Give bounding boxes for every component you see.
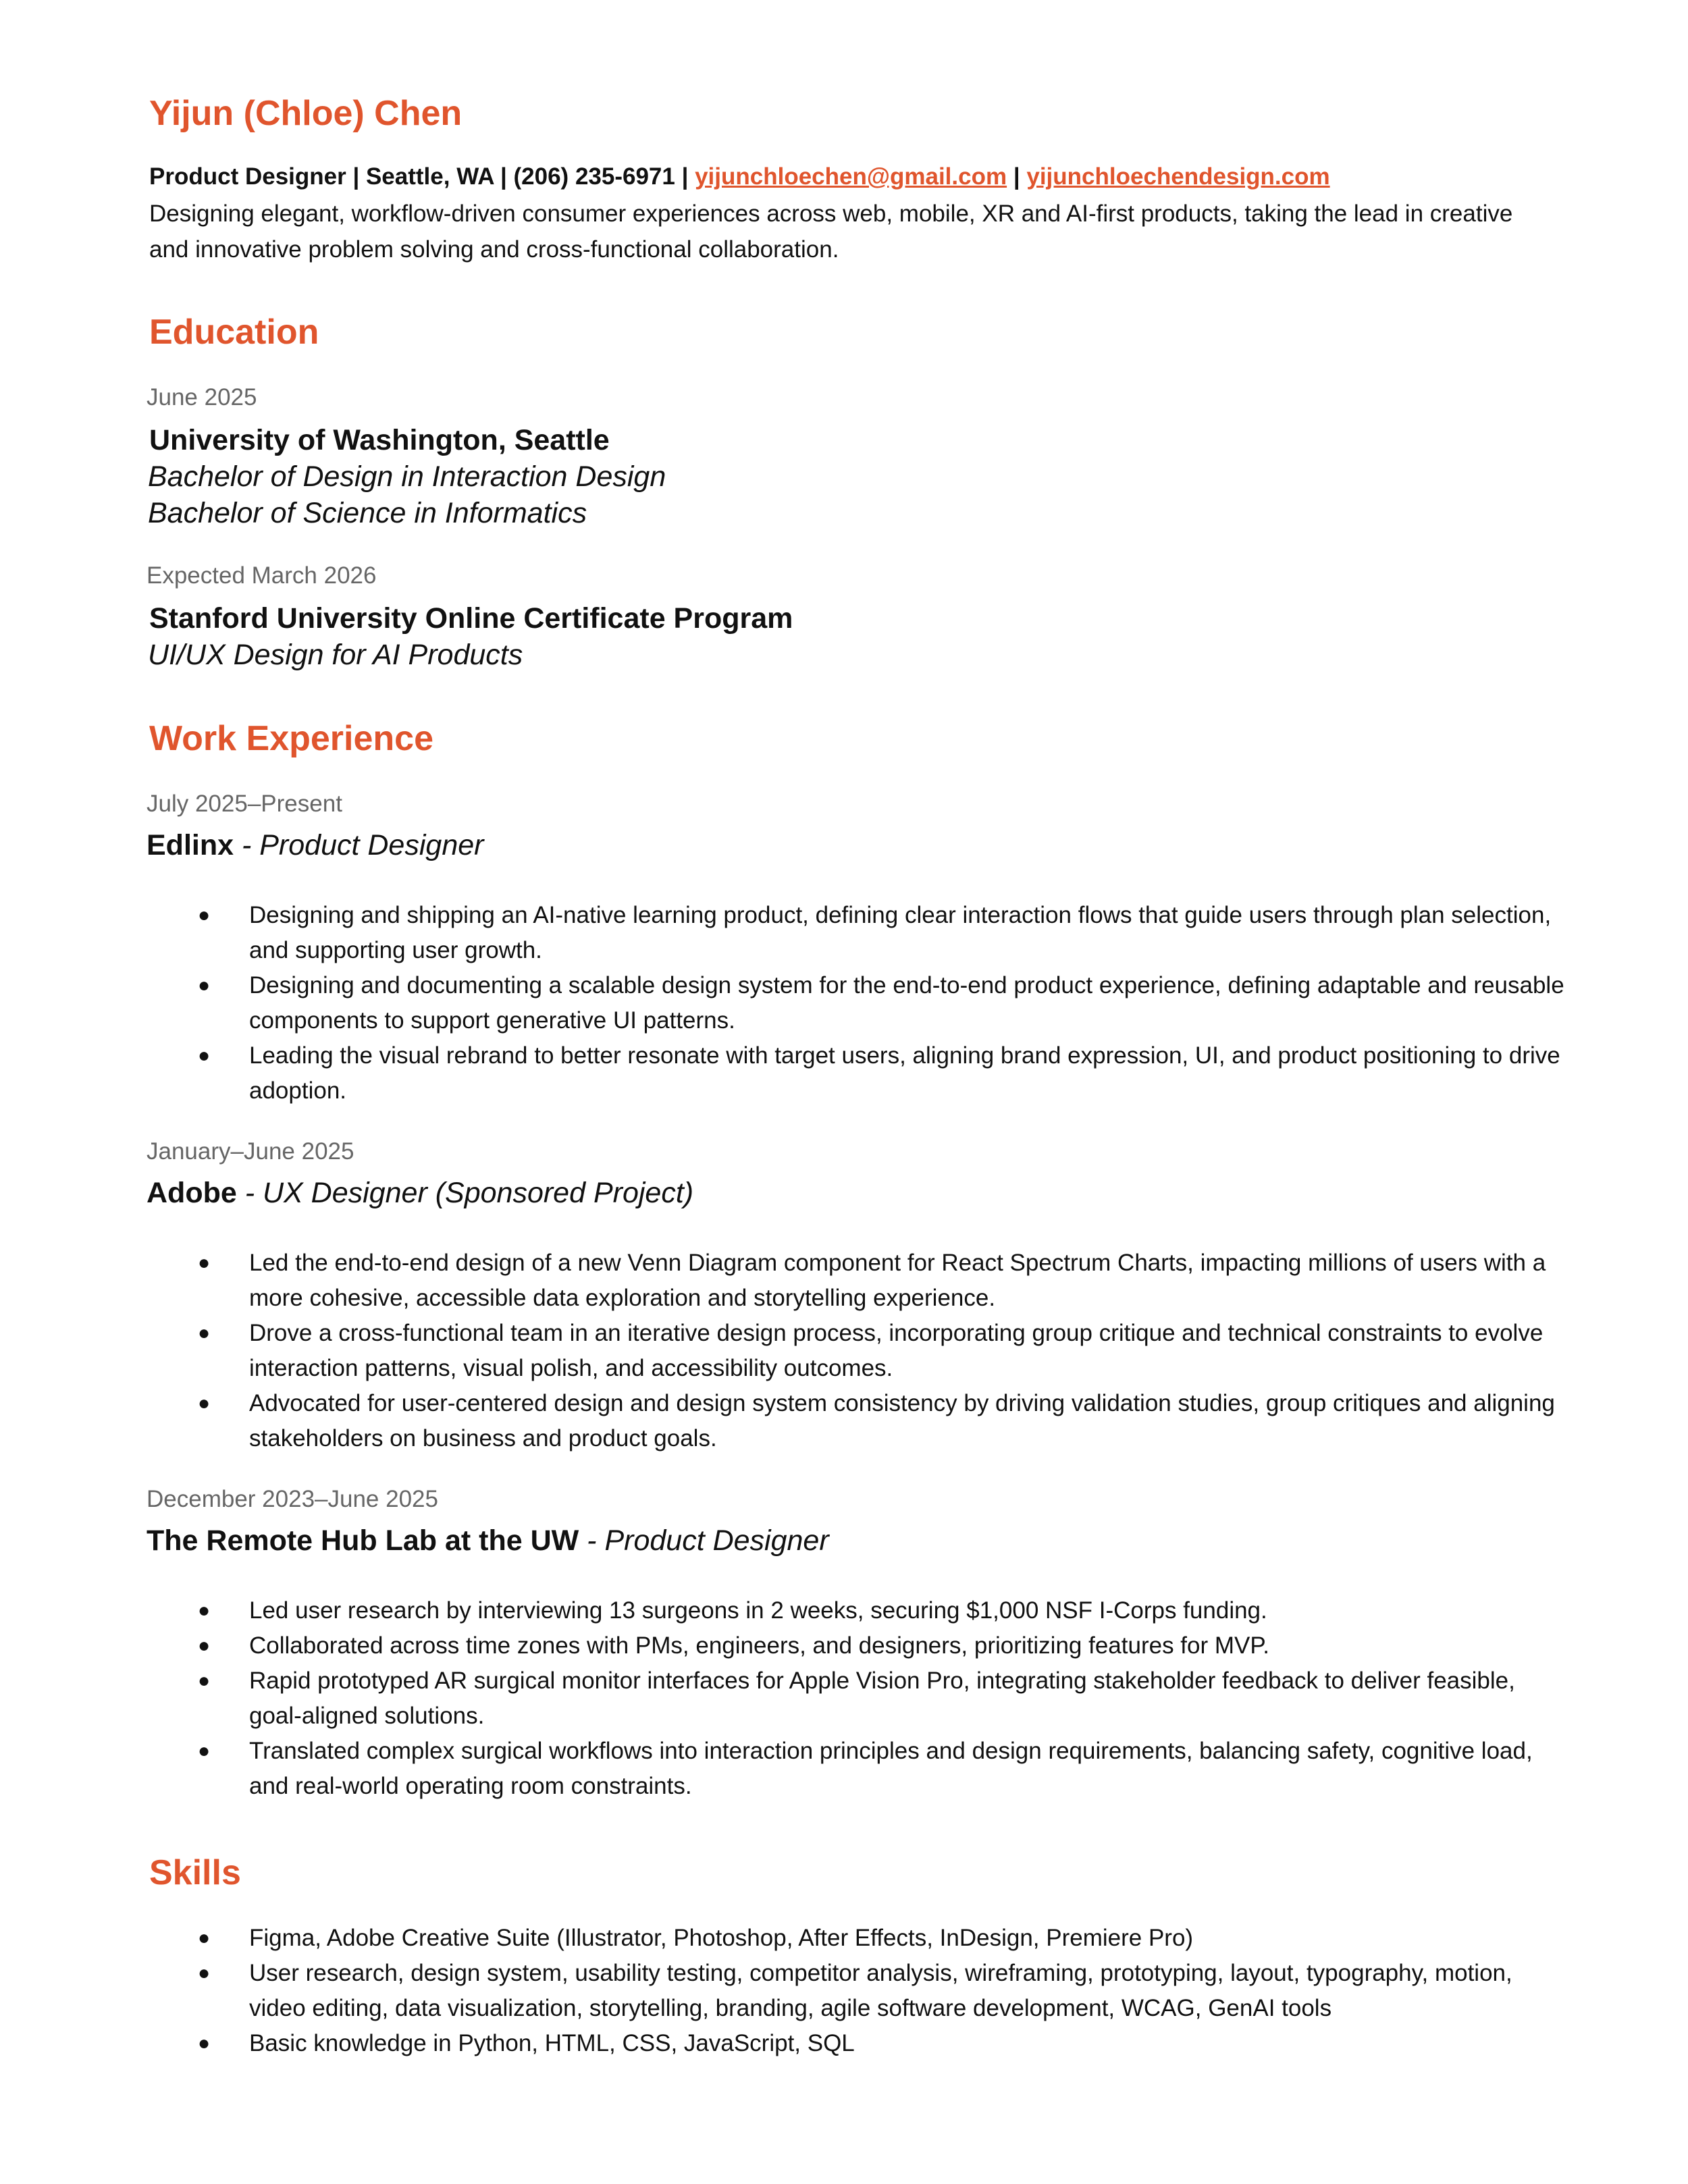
list-item	[149, 1628, 1567, 1663]
bullet-icon: ●	[198, 1252, 211, 1274]
bullet-icon: ●	[198, 1634, 211, 1657]
list-item-text: Designing and shipping an AI-native learning product, defining clear interaction flows that guide users through plan selection, and supporting user growth.	[249, 902, 1552, 963]
contact-prefix: Product Designer | Seattle, WA | (206) 235-6971 |	[149, 163, 695, 190]
skills-bullet-list	[149, 1921, 1567, 2061]
bullet-icon: ●	[198, 1670, 211, 1692]
job-role-line	[147, 1524, 829, 1557]
school-name: University of Washington, Seattle	[149, 424, 610, 456]
education-date: Expected March 2026	[147, 562, 377, 589]
list-item-text: Translated complex surgical workflows into interaction principles and design requirements, balancing safety, cognitive load, and real-world operating room constraints.	[249, 1738, 1533, 1799]
degree: Bachelor of Design in Interaction Design	[148, 460, 666, 493]
work-experience-heading: Work Experience	[149, 719, 434, 758]
list-item-text: Led the end-to-end design of a new Venn Diagram component for React Spectrum Charts, impacting millions of users with a more cohesive, accessible data exploration and storytelling experience.	[249, 1250, 1546, 1311]
contact-line	[149, 163, 1330, 190]
bullet-icon: ●	[198, 1322, 211, 1344]
list-item-text: Drove a cross-functional team in an iterative design process, incorporating group critique and technical constraints to evolve interaction patterns, visual polish, and accessibility outcomes.	[249, 1320, 1544, 1381]
list-item-text: Figma, Adobe Creative Suite (Illustrator, Photoshop, After Effects, InDesign, Premiere Pro)	[249, 1925, 1194, 1951]
bullet-icon: ●	[198, 1962, 211, 1984]
list-item	[149, 1038, 1567, 1109]
job-org: Edlinx	[147, 829, 234, 861]
list-item-text: Basic knowledge in Python, HTML, CSS, JavaScript, SQL	[249, 2030, 855, 2056]
list-item-text: Designing and documenting a scalable design system for the end-to-end product experience, defining adaptable and reusable components to support generative UI patterns.	[249, 972, 1564, 1034]
list-item	[149, 968, 1567, 1038]
degree: UI/UX Design for AI Products	[148, 639, 523, 671]
job-date: January–June 2025	[147, 1138, 354, 1165]
list-item-text: User research, design system, usability testing, competitor analysis, wireframing, prototyping, layout, typography, motion, video editing, data visualization, storytelling, branding, agile software development, WCAG, GenAI tools	[249, 1960, 1512, 2021]
job-role-line	[147, 829, 483, 862]
skills-heading: Skills	[149, 1853, 241, 1892]
degree: Bachelor of Science in Informatics	[148, 497, 587, 529]
list-item-text: Leading the visual rebrand to better resonate with target users, aligning brand expression, UI, and product positioning to drive adoption.	[249, 1042, 1560, 1104]
bullet-icon: ●	[198, 974, 211, 996]
job-org: Adobe	[147, 1177, 237, 1209]
job-title: - Product Designer	[234, 829, 484, 861]
school-name: Stanford University Online Certificate Program	[149, 602, 793, 635]
email-link[interactable]: yijunchloechen@gmail.com	[695, 163, 1007, 190]
job-bullet-list	[149, 898, 1567, 1109]
bullet-icon: ●	[198, 904, 211, 926]
bullet-icon: ●	[198, 1044, 211, 1067]
list-item	[149, 2026, 1567, 2061]
list-item	[149, 1921, 1567, 1956]
list-item	[149, 898, 1567, 968]
list-item	[149, 1956, 1567, 2026]
list-item-text: Advocated for user-centered design and design system consistency by driving validation studies, group critiques and aligning stakeholders on business and product goals.	[249, 1390, 1555, 1451]
list-item	[149, 1734, 1567, 1804]
list-item-text: Led user research by interviewing 13 surgeons in 2 weeks, securing $1,000 NSF I-Corps funding.	[249, 1597, 1267, 1624]
list-item-text: Collaborated across time zones with PMs, engineers, and designers, prioritizing features for MVP.	[249, 1632, 1269, 1659]
bullet-icon: ●	[198, 1392, 211, 1414]
list-item	[149, 1316, 1567, 1386]
job-date: July 2025–Present	[147, 791, 342, 817]
list-item	[149, 1386, 1567, 1456]
list-item	[149, 1246, 1567, 1316]
education-date: June 2025	[147, 384, 257, 410]
list-item	[149, 1593, 1567, 1628]
job-title: - Product Designer	[579, 1524, 829, 1557]
bullet-icon: ●	[198, 2032, 211, 2054]
contact-separator: |	[1007, 163, 1027, 190]
job-bullet-list	[149, 1593, 1567, 1804]
job-title: - UX Designer (Sponsored Project)	[236, 1177, 694, 1209]
list-item	[149, 1663, 1567, 1734]
job-date: December 2023–June 2025	[147, 1486, 438, 1512]
job-role-line	[147, 1177, 693, 1210]
bullet-icon: ●	[198, 1927, 211, 1949]
bullet-icon: ●	[198, 1599, 211, 1622]
education-heading: Education	[149, 313, 319, 352]
candidate-name: Yijun (Chloe) Chen	[149, 94, 463, 133]
website-link[interactable]: yijunchloechendesign.com	[1026, 163, 1330, 190]
job-bullet-list	[149, 1246, 1567, 1456]
list-item-text: Rapid prototyped AR surgical monitor interfaces for Apple Vision Pro, integrating stakeholder feedback to deliver feasible, goal-aligned solutions.	[249, 1668, 1515, 1729]
bullet-icon: ●	[198, 1740, 211, 1762]
job-org: The Remote Hub Lab at the UW	[147, 1524, 579, 1557]
summary-text: Designing elegant, workflow-driven consumer experiences across web, mobile, XR and AI-first products, taking the lead in creative and innovative problem solving and cross-functional collaboration.	[149, 201, 1513, 263]
